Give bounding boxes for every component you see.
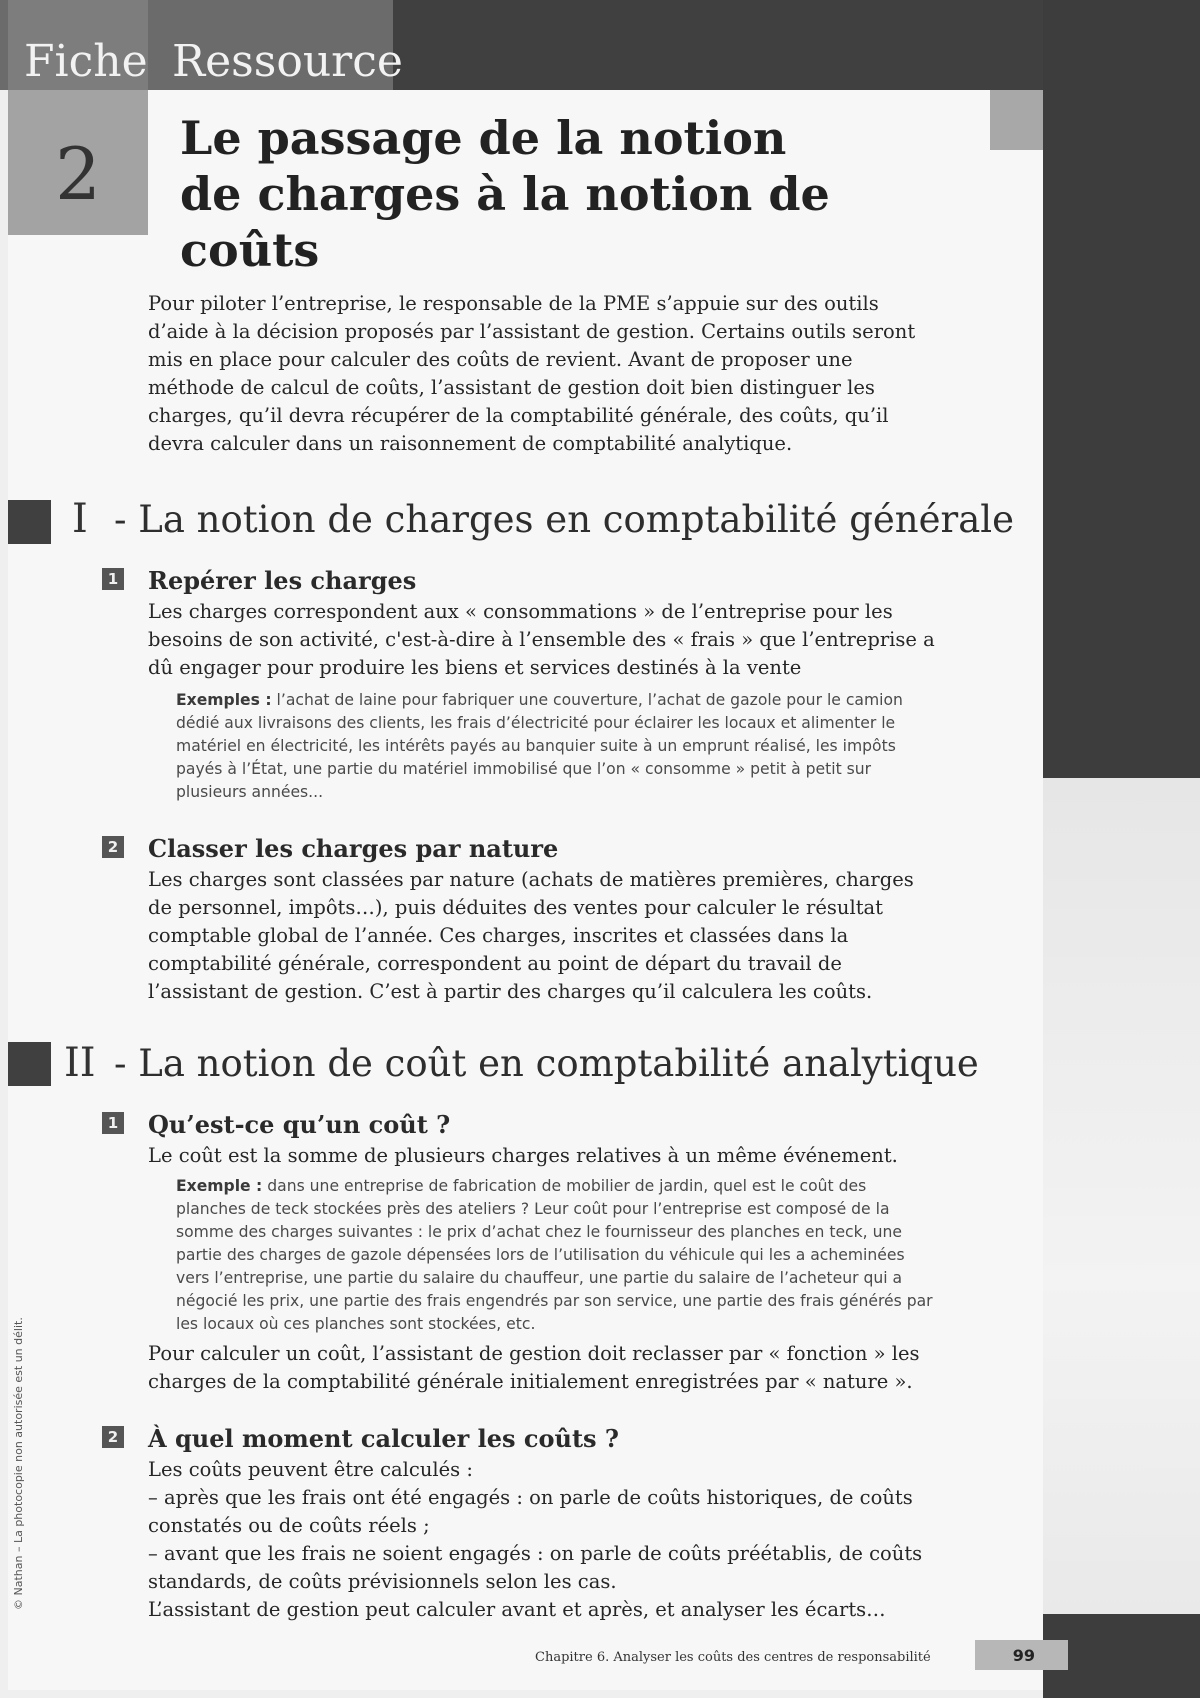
page-title [180, 110, 940, 278]
fiche-number: 2 [55, 132, 101, 216]
subsection-1-1-title: Repérer les charges [148, 566, 417, 595]
section-2-bar [8, 1042, 51, 1086]
page-number: 99 [1012, 1646, 1035, 1665]
example-text: l’achat de laine pour fabriquer une couverture, l’achat de gazole pour le camion dédié aux livraisons des clients, les frais d’électricité pour éclairer les locaux et alimenter le matériel en électricité, les intérêts payés au banquier suite à un emprunt réalisé, les impôts payés à l’État, une partie du matériel immobilisé que l’on « consomme » petit à petit sur plusieurs années... [176, 691, 903, 801]
subsection-1-1-text: Les charges correspondent aux « consommations » de l’entreprise pour les besoins de son activité, c'est-à-dire à l’ensemble des « frais » que l’entreprise a dû engager pour produire les biens et services destinés à la vente [148, 600, 935, 679]
subsection-1-2-number: 2 [102, 836, 124, 858]
section-1-heading: - La notion de charges en comptabilité générale [114, 498, 1014, 541]
subsection-2-2-number: 2 [102, 1426, 124, 1448]
ressource-label: Ressource [172, 36, 403, 87]
fiche-label: Fiche [24, 36, 148, 87]
header-fade-block [990, 90, 1043, 150]
subsection-2-2-body [148, 1456, 943, 1624]
subsection-1-1-example [176, 689, 938, 804]
subsection-2-1-text: Le coût est la somme de plusieurs charges relatives à un même événement. [148, 1144, 898, 1167]
subsection-2-1-example [176, 1175, 938, 1336]
example-label: Exemple : [176, 1177, 263, 1195]
subsection-2-1-title: Qu’est-ce qu’un coût ? [148, 1110, 451, 1139]
copyright-notice: © Nathan – La photocopie non autorisée est un délit. [12, 1317, 25, 1610]
subsection-2-2-line-2: – après que les frais ont été engagés : on parle de coûts historiques, de coûts constatés ou de coûts réels ; [148, 1486, 913, 1537]
subsection-2-1-number: 1 [102, 1112, 124, 1134]
subsection-1-2-title: Classer les charges par nature [148, 834, 559, 863]
right-margin-light [1043, 778, 1200, 1614]
right-margin-dark [1043, 0, 1200, 778]
subsection-1-1-number: 1 [102, 568, 124, 590]
example-text: dans une entreprise de fabrication de mobilier de jardin, quel est le coût des planches de teck stockées près des ateliers ? Leur coût pour l’entreprise est composé de la somme des charges suivantes : le prix d’achat chez le fournisseur des planches en teck, une partie des charges de gazole dépensées lors de l’utilisation du véhicule qui les a acheminées vers l’entreprise, une partie du salaire du chauffeur, une partie du salaire de l’acheteur qui a négocié les prix, une partie des frais engendrés par son service, une partie des frais générés par les locaux où ces planches sont stockées, etc. [176, 1177, 933, 1333]
page-title-line-2: de charges à la notion de coûts [180, 167, 830, 277]
subsection-2-1-text-after: Pour calculer un coût, l’assistant de gestion doit reclasser par « fonction » les charges de la comptabilité générale initialement enregistrées par « nature ». [148, 1342, 920, 1393]
section-1-title: La notion de charges en comptabilité générale [138, 498, 1014, 541]
section-2-title: La notion de coût en comptabilité analytique [138, 1042, 979, 1085]
intro-paragraph: Pour piloter l’entreprise, le responsable de la PME s’appuie sur des outils d’aide à la décision proposés par l’assistant de gestion. Certains outils seront mis en place pour calculer des coûts de revient. Avant de proposer une méthode de calcul de coûts, l’assistant de gestion doit bien distinguer les charges, qu’il devra récupérer de la comptabilité générale, des coûts, qu’il devra calculer dans un raisonnement de comptabilité analytique. [148, 292, 916, 455]
subsection-2-2-line-3: – avant que les frais ne soient engagés : on parle de coûts préétablis, de coûts standards, de coûts prévisionnels selon les cas. [148, 1542, 923, 1593]
page-title-line-1: Le passage de la notion [180, 111, 787, 165]
section-1-roman: I [72, 496, 88, 542]
example-label: Exemples : [176, 691, 272, 709]
subsection-2-2-title: À quel moment calculer les coûts ? [148, 1424, 619, 1453]
subsection-2-2-line-1: Les coûts peuvent être calculés : [148, 1458, 473, 1481]
section-1-bar [8, 500, 51, 544]
section-2-heading: - La notion de coût en comptabilité analytique [114, 1042, 979, 1085]
subsection-1-2-text: Les charges sont classées par nature (achats de matières premières, charges de personnel, impôts…), puis déduites des ventes pour calculer le résultat comptable global de l’année. Ces charges, inscrites et classées dans la comptabilité générale, correspondent au point de départ du travail de l’assistant de gestion. C’est à partir des charges qu’il calculera les coûts. [148, 868, 914, 1003]
footer-chapter: Chapitre 6. Analyser les coûts des centres de responsabilité [535, 1650, 931, 1665]
section-2-roman: II [64, 1040, 96, 1086]
subsection-2-2-line-4: L’assistant de gestion peut calculer avant et après, et analyser les écarts… [148, 1598, 886, 1621]
